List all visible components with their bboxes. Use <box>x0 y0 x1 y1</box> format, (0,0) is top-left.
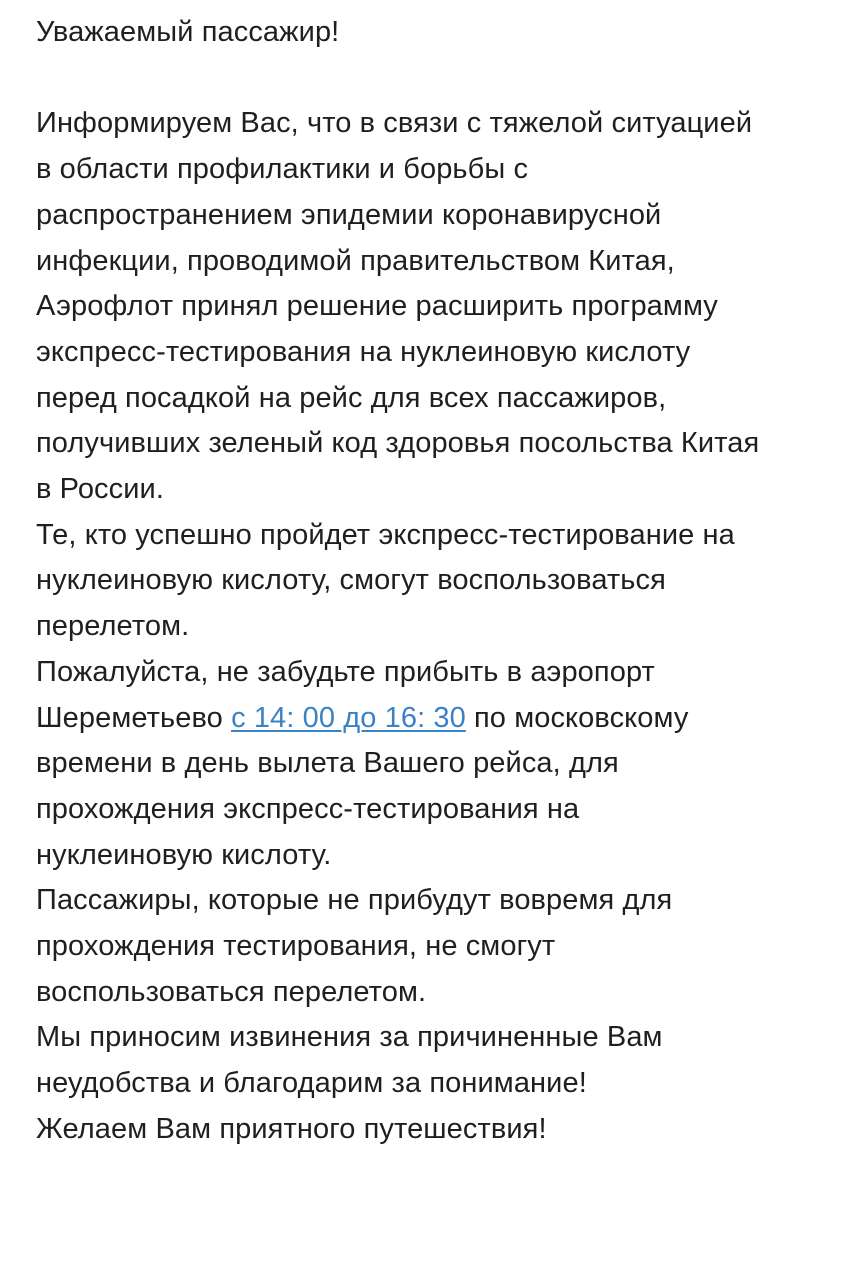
text-fragment: по московскому <box>465 701 689 734</box>
text-line: перед посадкой на рейс для всех пассажиров, <box>36 381 667 414</box>
paragraph-arrival <box>36 650 836 879</box>
text-line: воспользоваться перелетом. <box>36 975 427 1008</box>
greeting-text: Уважаемый пассажир! <box>36 16 340 48</box>
text-line: получивших зеленый код здоровья посольства Китая <box>36 427 760 460</box>
time-range-link[interactable]: с 14: 00 до 16: 30 <box>231 701 466 734</box>
text-line: неудобства и благодарим за понимание! <box>36 1067 587 1100</box>
text-line: Пассажиры, которые не прибудут вовремя для <box>36 884 673 917</box>
text-line: Информируем Вас, что в связи с тяжелой ситуацией <box>36 107 753 140</box>
text-fragment: Шереметьево <box>36 701 232 734</box>
closing-text: Желаем Вам приятного путешествия! <box>36 1112 547 1145</box>
text-line: распространением эпидемии коронавирусной <box>36 198 662 231</box>
text-line: Те, кто успешно пройдет экспресс-тестирование на <box>36 518 735 551</box>
paragraph-test-success <box>36 513 836 650</box>
text-line: перелетом. <box>36 610 190 643</box>
paragraph-apology <box>36 1015 836 1106</box>
text-line-with-link <box>36 696 836 742</box>
text-line: Аэрофлот принял решение расширить программу <box>36 290 718 323</box>
paragraph-late-warning <box>36 878 836 1015</box>
text-line: прохождения тестирования, не смогут <box>36 930 556 963</box>
text-line: экспресс-тестирования на нуклеиновую кислоту <box>36 335 691 368</box>
paragraph-info <box>36 101 836 512</box>
text-line: инфекции, проводимой правительством Китая, <box>36 244 675 277</box>
text-line: нуклеиновую кислоту, смогут воспользоваться <box>36 564 666 597</box>
text-line: в России. <box>36 473 165 506</box>
text-line: в области профилактики и борьбы с <box>36 153 529 186</box>
blank-line <box>36 56 836 102</box>
text-line: прохождения экспресс-тестирования на <box>36 792 580 825</box>
text-line: Мы приносим извинения за причиненные Вам <box>36 1021 663 1054</box>
text-line: времени в день вылета Вашего рейса, для <box>36 747 619 780</box>
message-body <box>36 10 836 1153</box>
text-line: Пожалуйста, не забудьте прибыть в аэропорт <box>36 655 655 688</box>
text-line: нуклеиновую кислоту. <box>36 838 332 871</box>
